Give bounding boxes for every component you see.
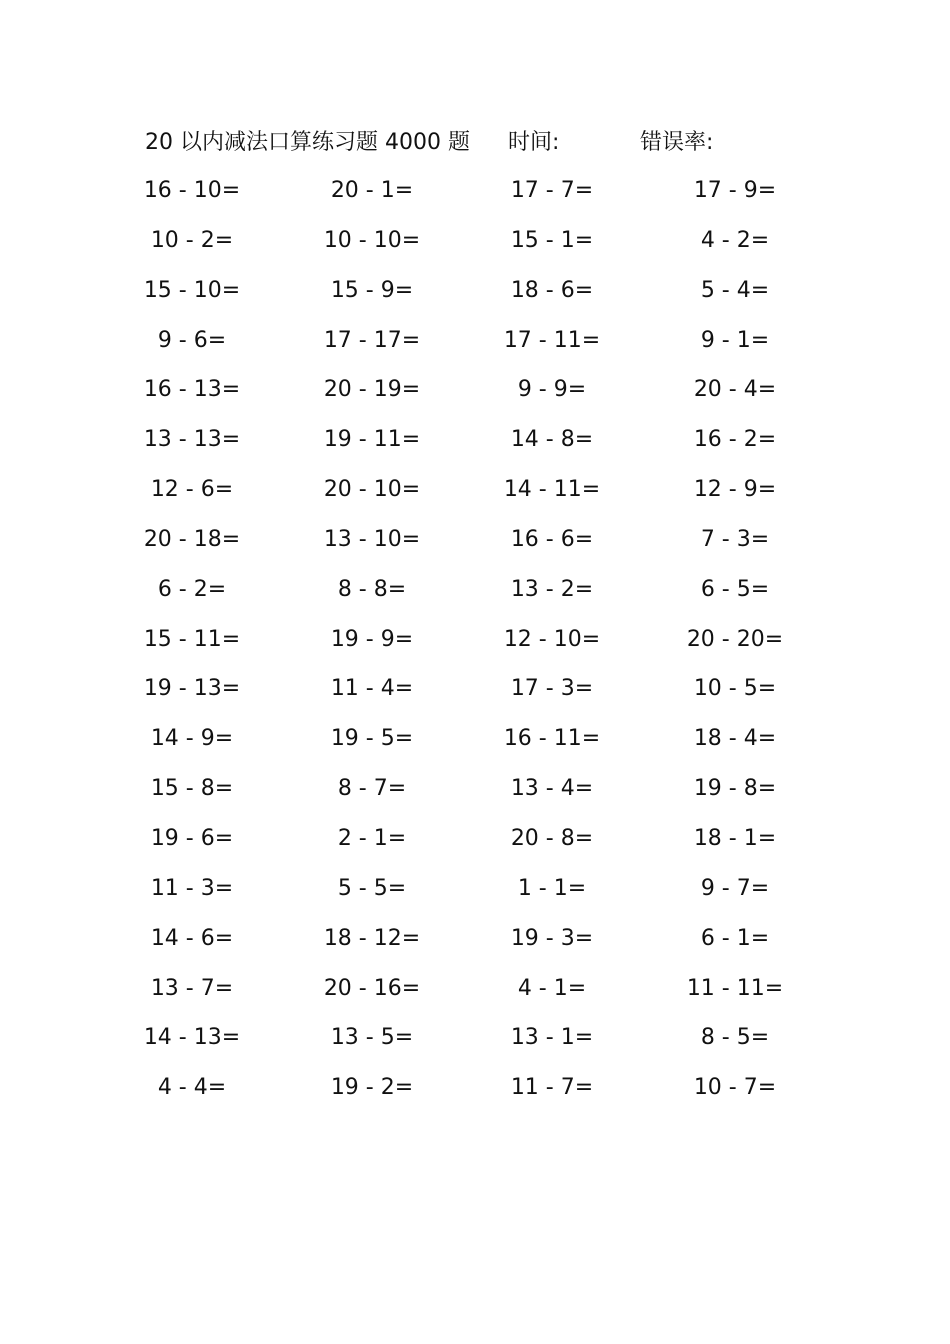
problem-item: 19 - 9= <box>330 626 414 652</box>
problem-item: 9 - 1= <box>700 327 770 353</box>
problem-item: 13 - 10= <box>323 526 421 552</box>
problem-row <box>0 822 950 872</box>
problem-item: 16 - 2= <box>693 427 777 453</box>
worksheet-title: 20 以内减法口算练习题 4000 题 <box>145 130 470 155</box>
problem-item: 19 - 11= <box>323 427 421 453</box>
problem-item: 18 - 6= <box>510 277 594 303</box>
problem-row <box>0 722 950 772</box>
problem-item: 18 - 4= <box>693 726 777 752</box>
problem-item: 10 - 2= <box>150 227 234 253</box>
problem-row <box>0 872 950 922</box>
problem-item: 10 - 10= <box>323 227 421 253</box>
problem-item: 20 - 16= <box>323 975 421 1001</box>
problem-grid <box>0 174 950 1121</box>
problem-item: 6 - 1= <box>700 925 770 951</box>
problem-item: 14 - 6= <box>150 925 234 951</box>
problem-item: 8 - 7= <box>337 776 407 802</box>
problem-item: 4 - 1= <box>517 975 587 1001</box>
problem-item: 4 - 2= <box>700 227 770 253</box>
problem-item: 13 - 7= <box>150 975 234 1001</box>
problem-row <box>0 373 950 423</box>
problem-item: 12 - 9= <box>693 477 777 503</box>
problem-item: 20 - 19= <box>323 377 421 403</box>
problem-row <box>0 672 950 722</box>
problem-item: 10 - 5= <box>693 676 777 702</box>
worksheet-header <box>0 126 950 160</box>
problem-item: 14 - 8= <box>510 427 594 453</box>
problem-row <box>0 224 950 274</box>
time-label: 时间: <box>508 130 560 155</box>
problem-item: 20 - 18= <box>143 526 241 552</box>
problem-item: 12 - 10= <box>503 626 601 652</box>
problem-item: 5 - 4= <box>700 277 770 303</box>
problem-item: 2 - 1= <box>337 825 407 851</box>
error-rate-label: 错误率: <box>640 130 714 155</box>
problem-row <box>0 423 950 473</box>
problem-item: 15 - 8= <box>150 776 234 802</box>
problem-item: 13 - 1= <box>510 1025 594 1051</box>
problem-item: 19 - 2= <box>330 1075 414 1101</box>
problem-item: 1 - 1= <box>517 875 587 901</box>
problem-item: 11 - 3= <box>150 875 234 901</box>
problem-row <box>0 573 950 623</box>
problem-row <box>0 1021 950 1071</box>
problem-item: 6 - 2= <box>157 576 227 602</box>
problem-item: 14 - 13= <box>143 1025 241 1051</box>
problem-item: 15 - 1= <box>510 227 594 253</box>
problem-item: 11 - 7= <box>510 1075 594 1101</box>
problem-row <box>0 523 950 573</box>
problem-item: 18 - 12= <box>323 925 421 951</box>
problem-item: 4 - 4= <box>157 1075 227 1101</box>
problem-row <box>0 473 950 523</box>
problem-item: 17 - 7= <box>510 178 594 203</box>
problem-item: 19 - 8= <box>693 776 777 802</box>
problem-item: 9 - 6= <box>157 327 227 353</box>
problem-item: 20 - 1= <box>330 178 414 203</box>
problem-row <box>0 324 950 374</box>
problem-row <box>0 772 950 822</box>
problem-item: 19 - 6= <box>150 825 234 851</box>
problem-item: 20 - 8= <box>510 825 594 851</box>
problem-item: 7 - 3= <box>700 526 770 552</box>
problem-row <box>0 623 950 673</box>
problem-item: 17 - 3= <box>510 676 594 702</box>
problem-item: 20 - 10= <box>323 477 421 503</box>
problem-item: 19 - 3= <box>510 925 594 951</box>
problem-item: 5 - 5= <box>337 875 407 901</box>
problem-item: 17 - 9= <box>693 178 777 203</box>
problem-item: 15 - 10= <box>143 277 241 303</box>
problem-item: 17 - 11= <box>503 327 601 353</box>
problem-item: 13 - 13= <box>143 427 241 453</box>
problem-item: 14 - 11= <box>503 477 601 503</box>
problem-item: 13 - 4= <box>510 776 594 802</box>
problem-item: 13 - 5= <box>330 1025 414 1051</box>
problem-item: 12 - 6= <box>150 477 234 503</box>
problem-item: 11 - 4= <box>330 676 414 702</box>
problem-item: 6 - 5= <box>700 576 770 602</box>
problem-item: 20 - 4= <box>693 377 777 403</box>
problem-item: 16 - 6= <box>510 526 594 552</box>
problem-row <box>0 1071 950 1121</box>
problem-item: 8 - 8= <box>337 576 407 602</box>
problem-item: 16 - 10= <box>143 178 241 203</box>
problem-row <box>0 174 950 224</box>
problem-item: 15 - 11= <box>143 626 241 652</box>
problem-item: 9 - 7= <box>700 875 770 901</box>
problem-row <box>0 972 950 1022</box>
problem-item: 16 - 13= <box>143 377 241 403</box>
problem-row <box>0 274 950 324</box>
problem-item: 8 - 5= <box>700 1025 770 1051</box>
problem-item: 17 - 17= <box>323 327 421 353</box>
problem-item: 20 - 20= <box>686 626 784 652</box>
problem-item: 13 - 2= <box>510 576 594 602</box>
problem-item: 9 - 9= <box>517 377 587 403</box>
problem-item: 19 - 5= <box>330 726 414 752</box>
problem-item: 10 - 7= <box>693 1075 777 1101</box>
problem-row <box>0 922 950 972</box>
problem-item: 16 - 11= <box>503 726 601 752</box>
problem-item: 15 - 9= <box>330 277 414 303</box>
problem-item: 18 - 1= <box>693 825 777 851</box>
problem-item: 14 - 9= <box>150 726 234 752</box>
problem-item: 11 - 11= <box>686 975 784 1001</box>
problem-item: 19 - 13= <box>143 676 241 702</box>
